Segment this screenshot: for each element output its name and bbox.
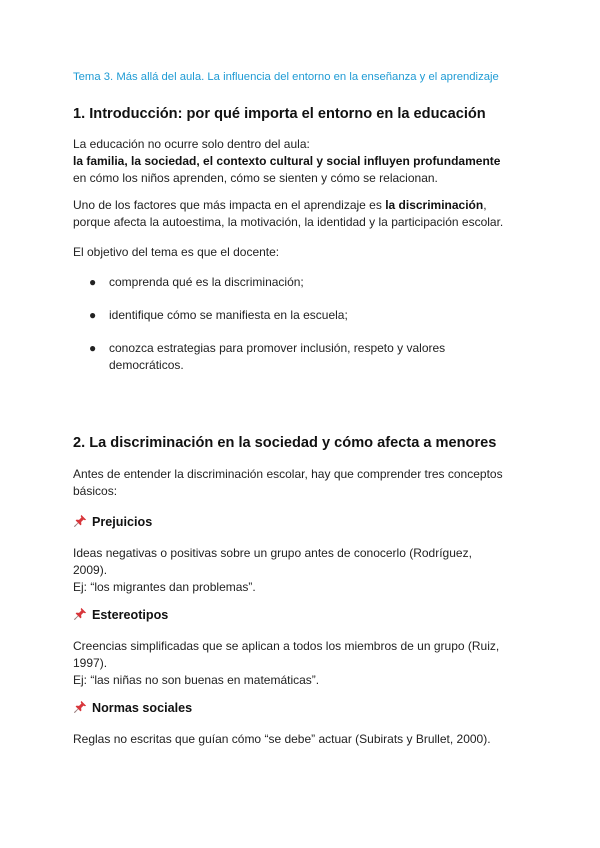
objective-paragraph: El objetivo del tema es que el docente: [73,245,280,259]
concept-body-estereotipos: Creencias simplificadas que se aplican a todos los miembros de un grupo (Ruiz, 1997). Ej: “las niñas no son buenas en matemáticas”. [73,639,500,687]
intro-paragraph-1 [73,136,543,187]
intro-line-3: en cómo los niños aprenden, cómo se sienten y cómo se relacionan. [73,171,438,185]
section-2-heading: 2. La discriminación en la sociedad y cómo afecta a menores [73,435,497,451]
concept-heading-estereotipos: Estereotipos [73,607,168,622]
concept-heading-prejuicios: Prejuicios [73,514,152,529]
discrimination-bold: la discriminación [385,198,484,212]
pushpin-icon [73,700,89,715]
concept-body-normas: Reglas no escritas que guían cómo “se debe” actuar (Subirats y Brullet, 2000). [73,732,491,746]
section-1-heading: 1. Introducción: por qué importa el entorno en la educación [73,106,486,122]
factor-line-2: porque afecta la autoestima, la motivación, la identidad y la participación escolar. [73,215,504,229]
running-title: Tema 3. Más allá del aula. La influencia del entorno en la enseñanza y el aprendizaje [73,71,499,83]
bullet-icon: ● [89,308,97,322]
bullet-icon: ● [89,341,97,355]
bullet-icon: ● [89,275,97,289]
pushpin-icon [73,514,89,529]
section-2-intro: Antes de entender la discriminación escolar, hay que comprender tres conceptos básicos: [73,467,503,498]
pushpin-icon [73,607,89,622]
intro-line-1: La educación no ocurre solo dentro del aula: [73,137,310,151]
document-page: Tema 3. Más allá del aula. La influencia del entorno en la enseñanza y el aprendizaje 1. Introducción: por qué importa el entorno en la educación La educación no ocurre solo dentro del aula: la familia, la sociedad, el contexto cultural y social influyen profundamente en cómo los niños aprenden, cómo se sienten y cómo se relacionan. Uno de los factores que más impacta en el aprendizaje es la discriminación, porque afecta la autoestima, la motivación, la identidad y la participación escolar. El objetivo del tema es que el docente: ● comprenda qué es la discriminación; ● identifique cómo se manifiesta en la escuela; ● conozca estrategias para promover inclusión, respeto y valores democráticos. 2. La discriminación en la sociedad y cómo afecta a menores Antes de entender la discriminación escolar, hay que comprender tres conceptos básicos: Prejuicios Ideas negativas o positivas sobre un grupo antes de conocerlo (Rodríguez, 2009). Ej: “los migrantes dan problemas”. Estereotipos Creencias simplificadas que se aplican a todos los miembros de un grupo (Ruiz, 1997). Ej: “las niñas no son buenas en matemáticas”. Normas sociales Reglas no escritas que guían cómo “se debe” actuar (Subirats y Brullet, 2000). [0,0,600,848]
concept-body-prejuicios: Ideas negativas o positivas sobre un grupo antes de conocerlo (Rodríguez, 2009). Ej: “los migrantes dan problemas”. [73,546,472,594]
intro-paragraph-2 [73,197,543,231]
factor-line-1: Uno de los factores que más impacta en el aprendizaje es la discriminación, [73,198,487,212]
concept-heading-normas: Normas sociales [73,700,192,715]
intro-bold-text: la familia, la sociedad, el contexto cultural y social influyen profundamente [73,154,501,168]
intro-line-2 [73,153,543,170]
